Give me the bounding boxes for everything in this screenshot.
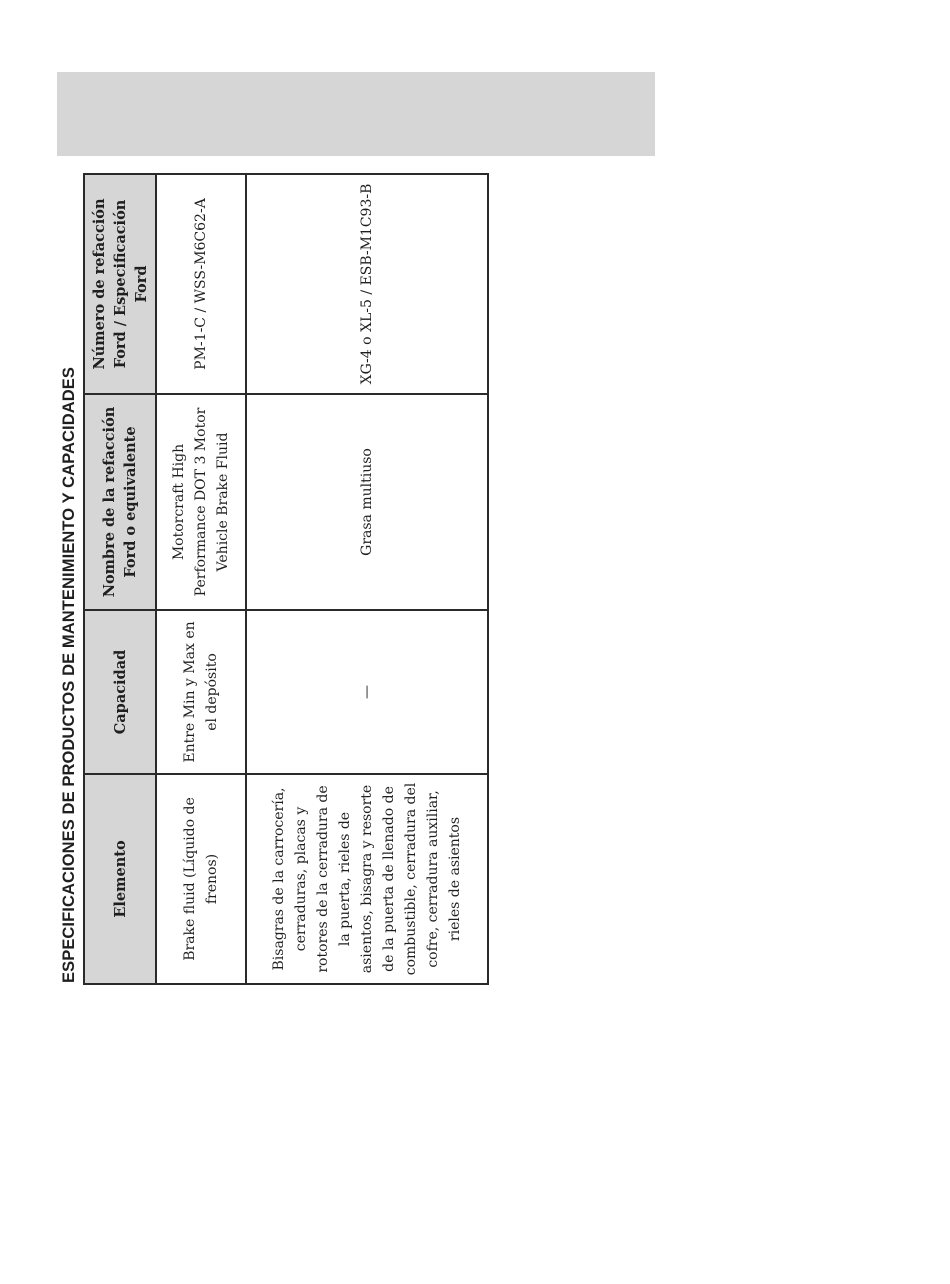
- header-elemento: Elemento: [84, 774, 156, 984]
- table-row: [156, 174, 246, 984]
- cell-numero: XG-4 o XL-5 / ESB-M1C93-B: [246, 174, 488, 394]
- cell-capacidad: Entre Min y Max en el depósito: [156, 610, 246, 774]
- cell-elemento: Brake fluid (Líquido de frenos): [156, 774, 246, 984]
- cell-nombre: Grasa multiuso: [246, 394, 488, 610]
- cell-numero: PM-1-C / WSS-M6C62-A: [156, 174, 246, 394]
- header-numero-refaccion: Número de refacción Ford / Especificación Ford: [84, 174, 156, 394]
- rotated-content: [57, 175, 489, 985]
- header-band: [57, 72, 655, 156]
- cell-capacidad: —: [246, 610, 488, 774]
- header-nombre-refaccion: Nombre de la refacción Ford o equivalente: [84, 394, 156, 610]
- table-header-row: [84, 174, 156, 984]
- specifications-table: [83, 173, 489, 985]
- header-capacidad: Capacidad: [84, 610, 156, 774]
- cell-elemento: Bisagras de la carrocería, cerraduras, placas y rotores de la cerradura de la puerta, rieles de asientos, bisagra y resorte de la puerta de llenado de combustible, cerradura del cofre, cerradura auxiliar, rieles de asientos: [246, 774, 488, 984]
- cell-nombre: Motorcraft High Performance DOT 3 Motor Vehicle Brake Fluid: [156, 394, 246, 610]
- table-row: [246, 174, 488, 984]
- page-title: ESPECIFICACIONES DE PRODUCTOS DE MANTENIMIENTO Y CAPACIDADES: [60, 367, 78, 983]
